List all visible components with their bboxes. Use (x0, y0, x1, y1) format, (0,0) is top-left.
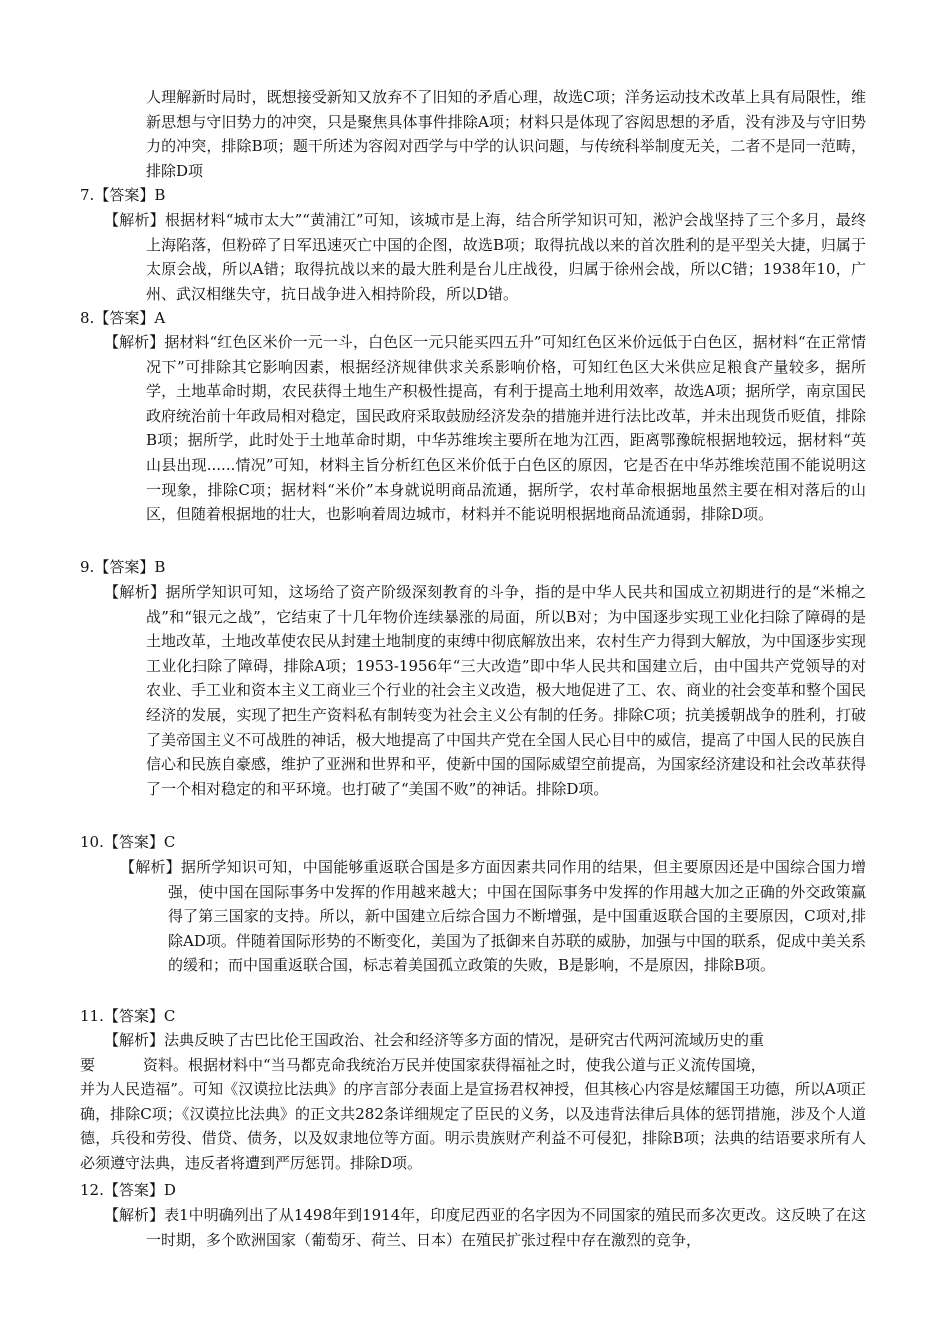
question-10-answer (80, 830, 880, 855)
answer-label: 【答案】 (94, 309, 155, 327)
question-11-answer (80, 1004, 880, 1029)
answer-value: D (163, 1181, 176, 1199)
analysis-text: 并为人民造福”。可知《汉谟拉比法典》的序言部分表面上是宣扬君权神授，但其核心内容是炫耀国王功德，所以A项正确，排除C项；《汉谟拉比法典》的正文共282条详细规定了臣民的义务，以及违背法律后具体的惩罚措施，涉及个人道德，兵役和劳役、借贷、债务，以及奴隶地位等方面。明示贵族财产利益不可侵犯，排除B项；法典的结语要求所有人必须遵守法典，违反者将遭到严厉惩罚。排除D项。 (80, 1080, 866, 1172)
question-8-analysis (104, 330, 866, 527)
analysis-text: 法典反映了古巴比伦王国政治、社会和经济等多方面的情况，是研究古代两河流域历史的重 (164, 1031, 765, 1049)
continuation-block (146, 85, 866, 183)
question-11-analysis (80, 1028, 866, 1176)
analysis-text: 资料。根据材料中“当马都克命我统治万民并使国家获得福祉之时，使我公道与正义流传国境， (143, 1055, 766, 1074)
analysis-label: 【解析】 (104, 211, 165, 229)
analysis-label: 【解析】 (120, 858, 181, 876)
question-number: 9. (80, 558, 95, 576)
answer-label: 【答案】 (94, 558, 155, 576)
question-9-answer (80, 555, 880, 580)
analysis-text: 表1中明确列出了从1498年到1914年，印度尼西亚的名字因为不同国家的殖民而多次更改。这反映了在这一时期，多个欧洲国家（葡萄牙、荷兰、日本）在殖民扩张过程中存在激烈的竞争， (146, 1206, 866, 1249)
analysis-text: 据所学知识可知，中国能够重返联合国是多方面因素共同作用的结果，但主要原因还是中国综合国力增强，使中国在国际事务中发挥的作用越来越大；中国在国际事务中发挥的作用越大加之正确的外交政策赢得了第三国家的支持。所以，新中国建立后综合国力不断增强，是中国重返联合国的主要原因，C项对,排除AD项。伴随着国际形势的不断变化，美国为了抵御来自苏联的威胁，加强与中国的联系，促成中美关系的缓和；而中国重返联合国，标志着美国孤立政策的失败，B是影响，不是原因，排除B项。 (168, 858, 866, 975)
question-7-answer (80, 183, 880, 208)
analysis-text: 据所学知识可知，这场给了资产阶级深刻教育的斗争，指的是中华人民共和国成立初期进行的是“米棉之战”和“银元之战”，它结束了十几年物价连续暴涨的局面，所以B对；为中国逐步实现工业化扫除了障碍的是土地改革，土地改革使农民从封建土地制度的束缚中彻底解放出来，农村生产力得到大解放，为中国逐步实现工业化扫除了障碍，排除A项；1953-1956年“三大改造”即中华人民共和国建立后，由中国共产党领导的对农业、手工业和资本主义工商业三个行业的社会主义改造，极大地促进了工、农、商业的社会变革和整个国民经济的发展，实现了把生产资料私有制转变为社会主义公有制的任务。排除C项；抗美援朝战争的胜利，打破了美帝国主义不可战胜的神话，极大地提高了中国共产党在全国人民心目中的威信，提高了中国人民的民族自信心和民族自豪感，维护了亚洲和世界和平，使新中国的国际威望空前提高，为国家经济建设和社会改革获得了一个相对稳定的和平环境。也打破了“美国不败”的神话。排除D项。 (146, 583, 867, 798)
question-7-analysis (104, 208, 866, 306)
analysis-label: 【解析】 (104, 333, 165, 351)
analysis-text: 要 (80, 1055, 96, 1074)
continuation-text: 人理解新时局时，既想接受新知又放弃不了旧知的矛盾心理，故选C项；洋务运动技术改革上具有局限性，维新思想与守旧势力的冲突，只是聚焦具体事件排除A项；材料只是体现了容闳思想的矛盾，没有涉及与守旧势力的冲突，排除B项；题干所述为容闳对西学与中学的认识问题，与传统科举制度无关，二者不是同一范畴，排除D项 (146, 88, 866, 180)
answer-value: B (154, 558, 166, 576)
question-number: 7. (80, 186, 95, 204)
answer-label: 【答案】 (103, 833, 164, 851)
question-number: 8. (80, 309, 95, 327)
answer-label: 【答案】 (103, 1181, 164, 1199)
question-8-answer (80, 306, 880, 331)
answer-value: A (154, 309, 166, 327)
answer-value: B (154, 186, 166, 204)
analysis-label: 【解析】 (104, 1031, 165, 1049)
question-9-analysis (104, 580, 866, 801)
question-number: 10. (80, 833, 104, 851)
question-number: 11. (80, 1007, 104, 1025)
analysis-label: 【解析】 (104, 1206, 165, 1224)
analysis-text: 根据材料“城市太大”“黄浦江”可知，该城市是上海，结合所学知识可知，淞沪会战坚持了三个多月，最终上海陷落，但粉碎了日军迅速灭亡中国的企图，故选B项；取得抗战以来的首次胜利的是平型关大捷，归属于太原会战，所以A错；取得抗战以来的最大胜利是台儿庄战役，归属于徐州会战，所以C错；1938年10，广州、武汉相继失守，抗日战争进入相持阶段，所以D错。 (146, 211, 866, 303)
analysis-text: 据材料“红色区米价一元一斗，白色区一元只能买四五升”可知红色区米价远低于白色区，据材料“在正常情况下”可排除其它影响因素，根据经济规律供求关系影响价格，可知红色区大米供应足粮食产量较多，据所学，土地革命时期，农民获得土地生产积极性提高，有利于提高土地利用效率，故选A项；据所学，南京国民政府统治前十年政局相对稳定，国民政府采取鼓励经济发杂的措施并进行法比改革，并未出现货币贬值，排除B项；据所学，此时处于土地革命时期，中华苏维埃主要所在地为江西，距离鄂豫皖根据地较远，据材料“英山县出现......情况”可知，材料主旨分析红色区米价低于白色区的原因，它是否在中华苏维埃范围不能说明这一现象，排除C项；据材料“米价”本身就说明商品流通，据所学，农村革命根据地虽然主要在相对落后的山区，但随着根据地的壮大，也影响着周边城市，材料并不能说明根据地商品流通弱，排除D项。 (146, 333, 867, 524)
question-10-analysis (120, 855, 866, 978)
question-12-analysis (104, 1203, 866, 1252)
answer-label: 【答案】 (94, 186, 155, 204)
answer-value: C (163, 1007, 176, 1025)
answer-value: C (163, 833, 176, 851)
analysis-label: 【解析】 (104, 583, 166, 601)
question-12-answer (80, 1178, 880, 1203)
question-number: 12. (80, 1181, 104, 1199)
answer-label: 【答案】 (103, 1007, 164, 1025)
